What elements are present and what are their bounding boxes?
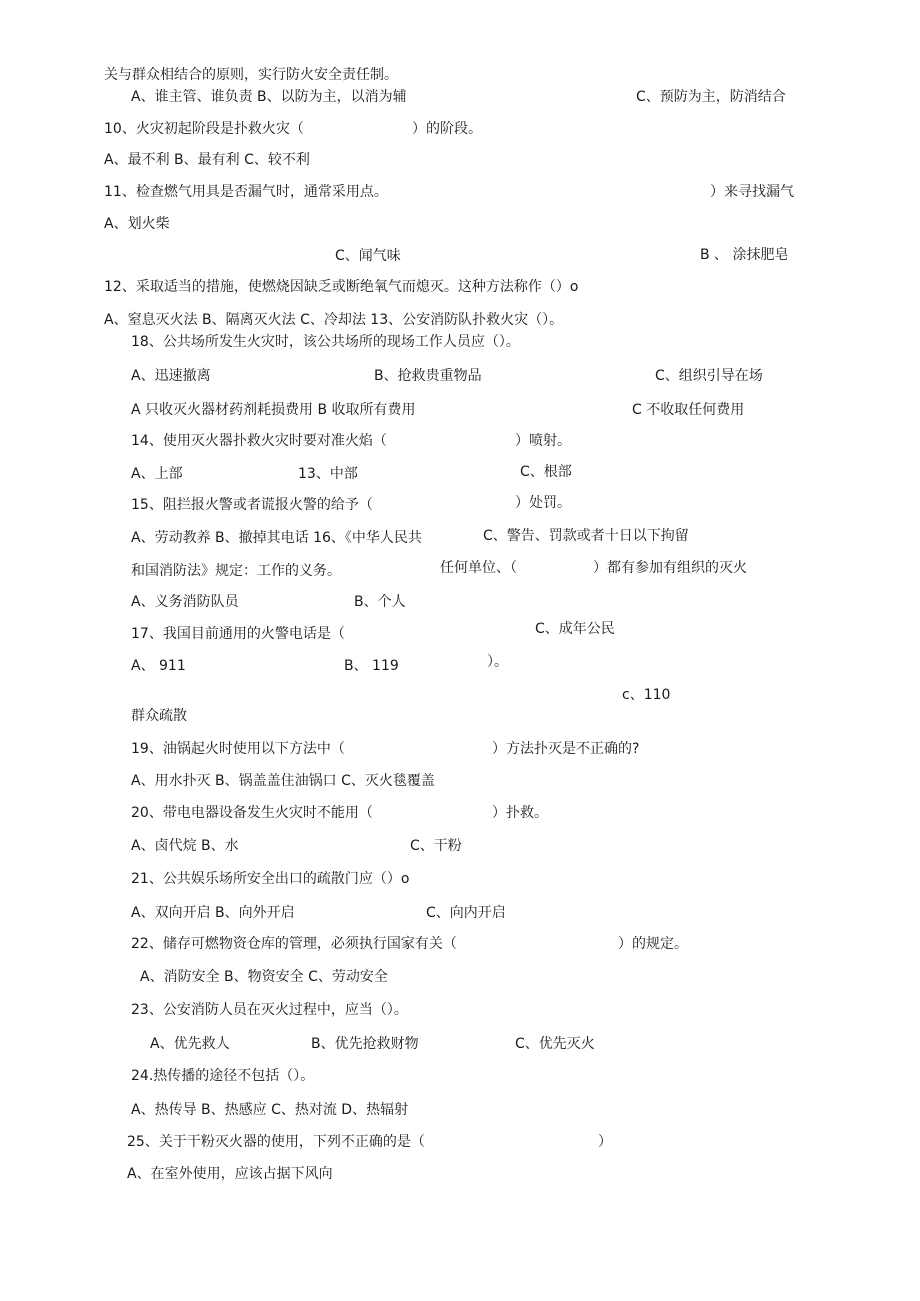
- question-line: 23、公安消防人员在灭火过程中，应当（）。: [131, 1002, 408, 1018]
- question-line: 24.热传播的途径不包括（）。: [131, 1068, 315, 1084]
- option-line: B、个人: [354, 594, 406, 610]
- option-line: A、双向开启 B、向外开启: [131, 905, 295, 921]
- question-line: ）都有参加有组织的灭火: [593, 560, 747, 576]
- question-line: 15、阻拦报火警或者谎报火警的给予（: [131, 497, 373, 513]
- question-line: 12、采取适当的措施，使燃烧因缺乏或断绝氧气而熄灭。这种方法称作（）o: [104, 279, 579, 295]
- question-line: ）的阶段。: [412, 121, 482, 137]
- option-line: C、根部: [520, 464, 572, 480]
- question-line: ）扑救。: [492, 805, 548, 821]
- option-line: A、卤代烷 B、水: [131, 838, 239, 854]
- question-line: 17、我国目前通用的火警电话是（: [131, 626, 345, 642]
- option-line: C、组织引导在场: [655, 368, 763, 384]
- question-line: ）方法扑灭是不正确的?: [492, 741, 640, 757]
- option-line: 13、中部: [298, 466, 358, 482]
- option-line: A、迅速撤离: [131, 368, 211, 384]
- option-line: C、干粉: [410, 838, 462, 854]
- option-line: A、义务消防队员: [131, 594, 239, 610]
- option-line: B、优先抢救财物: [311, 1036, 419, 1052]
- option-line: B 、 涂抹肥皂: [700, 247, 789, 263]
- option-line: A、消防安全 B、物资安全 C、劳动安全: [140, 969, 388, 985]
- question-line: 和国消防法》规定：工作的义务。: [131, 563, 341, 579]
- question-line: 14、使用灭火器扑救火灾时要对准火焰（: [131, 433, 387, 449]
- option-line: C、闻气味: [335, 248, 401, 264]
- option-line: A、谁主管、谁负责 B、以防为主，以消为辅: [131, 89, 407, 105]
- option-line: A 只收灭火器材药剂耗损费用 B 收取所有费用: [131, 402, 416, 418]
- option-line: B、抢救贵重物品: [374, 368, 482, 384]
- option-line: C、成年公民: [535, 621, 615, 637]
- option-line: C、向内开启: [426, 905, 506, 921]
- question-line: ）: [598, 1134, 612, 1150]
- question-line: 任何单位、（: [440, 560, 517, 576]
- question-line: ）。: [487, 654, 508, 670]
- question-line: 10、火灾初起阶段是扑救火灾（: [104, 121, 304, 137]
- option-line: C、预防为主，防消结合: [636, 89, 786, 105]
- option-line: A、用水扑灭 B、锅盖盖住油锅口 C、灭火毯覆盖: [131, 773, 435, 789]
- option-line: C、优先灭火: [515, 1036, 595, 1052]
- option-line: c、110: [622, 687, 671, 703]
- question-line: 19、油锅起火时使用以下方法中（: [131, 741, 345, 757]
- question-line: 22、储存可燃物资仓库的管理，必须执行国家有关（: [131, 936, 457, 952]
- question-line: ）的规定。: [618, 936, 688, 952]
- option-line: A、划火柴: [104, 216, 170, 232]
- option-line: A、优先救人: [150, 1036, 230, 1052]
- option-line: A、 911: [131, 658, 186, 674]
- option-line: 群众疏散: [131, 708, 187, 724]
- option-line: A、劳动教养 B、撤掉其电话 16、《中华人民共: [131, 530, 422, 546]
- question-line: ）喷射。: [515, 433, 571, 449]
- question-line: ）处罚。: [515, 495, 571, 511]
- question-line: 18、公共场所发生火灾时，该公共场所的现场工作人员应（）。: [131, 334, 520, 350]
- question-line: 21、公共娱乐场所安全出口的疏散门应（）o: [131, 871, 410, 887]
- option-line: A、热传导 B、热感应 C、热对流 D、热辐射: [131, 1102, 409, 1118]
- option-line: B、 119: [344, 658, 399, 674]
- option-line: C 不收取任何费用: [632, 402, 745, 418]
- option-line: A、窒息灭火法 B、隔离灭火法 C、冷却法 13、公安消防队扑救火灾（）。: [104, 312, 564, 328]
- option-line: A、上部: [131, 466, 183, 482]
- text-line: 关与群众相结合的原则，实行防火安全责任制。: [104, 67, 398, 83]
- question-line: 11、检查燃气用具是否漏气时，通常采用点。: [104, 184, 388, 200]
- option-line: A、最不利 B、最有利 C、较不利: [104, 152, 310, 168]
- option-line: A、在室外使用，应该占据下风向: [127, 1166, 333, 1182]
- option-line: C、警告、罚款或者十日以下拘留: [483, 528, 689, 544]
- question-line: 20、带电电器设备发生火灾时不能用（: [131, 805, 373, 821]
- question-line: 25、关于干粉灭火器的使用，下列不正确的是（: [127, 1134, 425, 1150]
- question-line: ）来寻找漏气: [710, 184, 794, 200]
